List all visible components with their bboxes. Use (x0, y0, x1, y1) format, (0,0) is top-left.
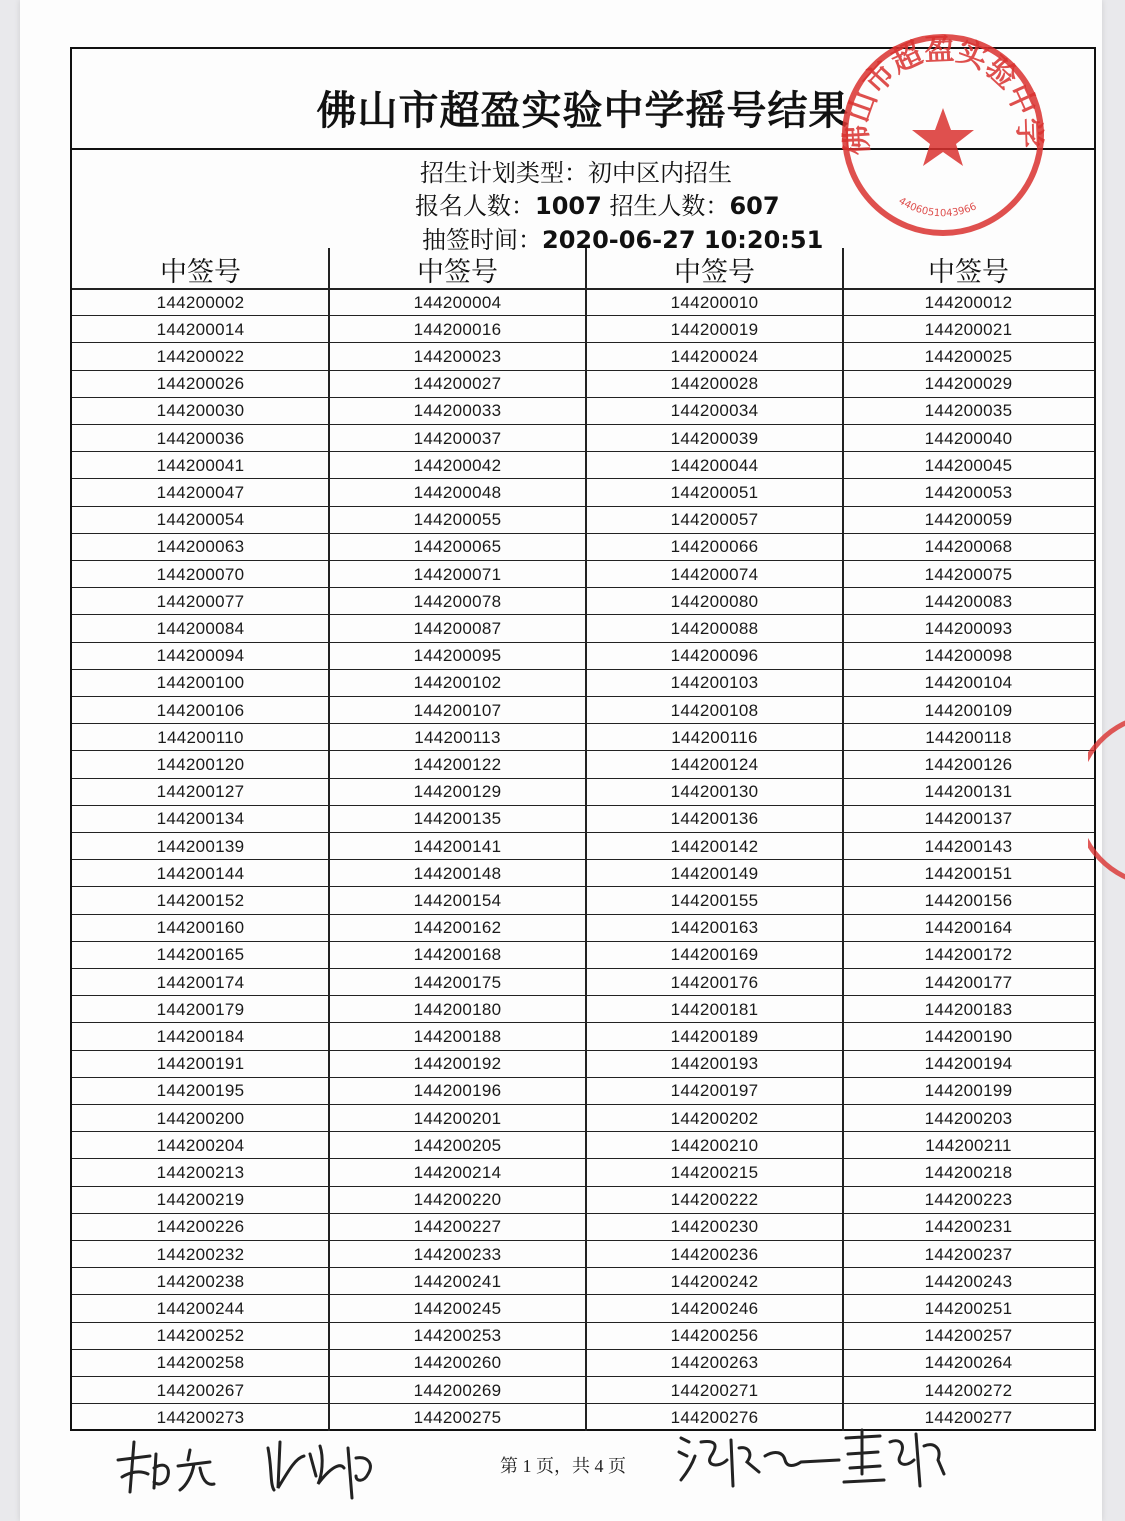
table-cell: 144200169 (670, 945, 759, 965)
table-cell: 144200214 (413, 1162, 502, 1182)
table-cell: 144200116 (671, 727, 758, 747)
table-cell: 144200184 (156, 1026, 245, 1046)
counts-line (415, 186, 780, 221)
table-cell: 144200057 (670, 510, 759, 530)
partial-seal-stamp (1088, 715, 1125, 885)
table-cell: 144200219 (156, 1190, 245, 1210)
table-cell: 144200197 (670, 1081, 759, 1101)
column-header: 中签号 (160, 257, 241, 288)
table-cell: 144200129 (413, 782, 502, 802)
table-cell: 144200055 (413, 510, 502, 530)
table-cell: 144200238 (156, 1271, 245, 1291)
table-cell: 144200183 (924, 999, 1013, 1019)
table-cell: 144200177 (924, 972, 1013, 992)
seal-code: 4406051043966 (896, 195, 979, 220)
table-cell: 144200168 (413, 945, 502, 965)
table-cell: 144200237 (924, 1244, 1013, 1264)
table-cell: 144200036 (156, 428, 245, 448)
table-cell: 144200241 (413, 1271, 502, 1291)
draw-time-label: 抽签时间： (422, 226, 542, 254)
table-cell: 144200051 (670, 482, 759, 502)
table-cell: 144200110 (157, 727, 244, 747)
table-cell: 144200195 (156, 1081, 245, 1101)
table-cell: 144200045 (924, 455, 1013, 475)
table-cell: 144200066 (670, 537, 759, 557)
table-cell: 144200126 (924, 754, 1013, 774)
table-cell: 144200065 (413, 537, 502, 557)
table-cell: 144200176 (670, 972, 759, 992)
table-cell: 144200174 (156, 972, 245, 992)
page-number: 第 1 页，共 4 页 (500, 1456, 626, 1476)
table-cell: 144200148 (413, 863, 502, 883)
table-cell: 144200142 (670, 836, 759, 856)
table-cell: 144200059 (924, 510, 1013, 530)
table-cell: 144200246 (670, 1298, 759, 1318)
table-cell: 144200215 (670, 1162, 759, 1182)
table-cell: 144200143 (924, 836, 1013, 856)
table-cell: 144200199 (924, 1081, 1013, 1101)
table-cell: 144200022 (156, 346, 245, 366)
table-cell: 144200190 (924, 1026, 1013, 1046)
handwritten-signature-3 (675, 1426, 845, 1506)
table-cell: 144200263 (670, 1353, 759, 1373)
table-cell: 144200141 (413, 836, 502, 856)
table-cell: 144200084 (156, 618, 245, 638)
table-cell: 144200144 (156, 863, 245, 883)
table-cell: 144200220 (413, 1190, 502, 1210)
table-cell: 144200025 (924, 346, 1013, 366)
table-cell: 144200273 (156, 1407, 245, 1427)
table-cell: 144200106 (156, 700, 245, 720)
table-cell: 144200245 (413, 1298, 502, 1318)
table-cell: 144200267 (156, 1380, 245, 1400)
table-cell: 144200163 (670, 918, 759, 938)
table-cell: 144200236 (670, 1244, 759, 1264)
table-cell: 144200223 (924, 1190, 1013, 1210)
table-cell: 144200074 (670, 564, 759, 584)
table-cell: 144200272 (924, 1380, 1013, 1400)
table-cell: 144200218 (924, 1162, 1013, 1182)
table-cell: 144200093 (924, 618, 1013, 638)
table-cell: 144200139 (156, 836, 245, 856)
table-cell: 144200232 (156, 1244, 245, 1264)
table-cell: 144200253 (413, 1326, 502, 1346)
table-cell: 144200205 (413, 1135, 502, 1155)
table-cell: 144200029 (924, 374, 1013, 394)
table-cell: 144200135 (413, 809, 502, 829)
table-cell: 144200257 (924, 1326, 1013, 1346)
table-cell: 144200156 (924, 890, 1013, 910)
table-cell: 144200071 (413, 564, 502, 584)
table-cell: 144200094 (156, 646, 245, 666)
table-cell: 144200155 (670, 890, 759, 910)
table-cell: 144200162 (413, 918, 502, 938)
table-cell: 144200030 (156, 401, 245, 421)
table-cell: 144200136 (670, 809, 759, 829)
table-cell: 144200028 (670, 374, 759, 394)
table-cell: 144200039 (670, 428, 759, 448)
table-cell: 144200151 (924, 863, 1013, 883)
table-cell: 144200134 (156, 809, 245, 829)
table-cell: 144200256 (670, 1326, 759, 1346)
table-cell: 144200095 (413, 646, 502, 666)
table-cell: 144200109 (924, 700, 1013, 720)
table-cell: 144200127 (156, 782, 245, 802)
table-cell: 144200179 (156, 999, 245, 1019)
table-cell: 144200077 (156, 591, 245, 611)
table-cell: 144200165 (156, 945, 245, 965)
page-title: 佛山市超盈实验中学摇号结果 (316, 88, 850, 134)
table-cell: 144200244 (156, 1298, 245, 1318)
plan-type-line (420, 153, 732, 188)
table-cell: 144200227 (413, 1217, 502, 1237)
page-footer (20, 1440, 1102, 1510)
table-cell: 144200152 (156, 890, 245, 910)
table-cell: 144200222 (670, 1190, 759, 1210)
table-cell: 144200251 (924, 1298, 1013, 1318)
table-cell: 144200130 (670, 782, 759, 802)
table-cell: 144200118 (925, 727, 1012, 747)
table-cell: 144200175 (413, 972, 502, 992)
table-cell: 144200200 (156, 1108, 245, 1128)
admit-value: 607 (729, 192, 780, 220)
table-cell: 144200164 (924, 918, 1013, 938)
table-cell: 144200054 (156, 510, 245, 530)
table-cell: 144200242 (670, 1271, 759, 1291)
table-cell: 144200193 (670, 1054, 759, 1074)
table-cell: 144200233 (413, 1244, 502, 1264)
table-cell: 144200189 (670, 1026, 759, 1046)
table-cell: 144200271 (670, 1380, 759, 1400)
table-cell: 144200122 (413, 754, 502, 774)
table-cell: 144200014 (156, 319, 245, 339)
table-cell: 144200104 (924, 673, 1013, 693)
table-cell: 144200053 (924, 482, 1013, 502)
table-cell: 144200275 (413, 1407, 502, 1427)
table-cell: 144200078 (413, 591, 502, 611)
table-cell: 144200033 (413, 401, 502, 421)
table-cell: 144200201 (413, 1108, 502, 1128)
column-header: 中签号 (674, 257, 755, 288)
table-cell: 144200149 (670, 863, 759, 883)
svg-text:4406051043966 (896, 196, 978, 220)
table-cell: 144200034 (670, 401, 759, 421)
seal-text: 佛山市超盈实验中学 (839, 32, 1047, 157)
handwritten-signature-1 (110, 1432, 250, 1502)
table-cell: 144200100 (156, 673, 245, 693)
official-seal-stamp (838, 30, 1048, 240)
table-cell: 144200160 (156, 918, 245, 938)
table-cell: 144200004 (413, 292, 502, 312)
applicants-value: 1007 (535, 192, 602, 220)
table-cell: 144200044 (670, 455, 759, 475)
table-cell: 144200016 (413, 319, 502, 339)
table-cell: 144200103 (670, 673, 759, 693)
table-cell: 144200063 (156, 537, 245, 557)
table-cell: 144200269 (413, 1380, 502, 1400)
table-cell: 144200026 (156, 374, 245, 394)
table-cell: 144200102 (413, 673, 502, 693)
table-cell: 144200277 (924, 1407, 1013, 1427)
table-cell: 144200027 (413, 374, 502, 394)
document-page (20, 0, 1102, 1521)
table-cell: 144200137 (924, 809, 1013, 829)
plan-type-value: 初中区内招生 (588, 159, 732, 187)
table-cell: 144200211 (925, 1135, 1012, 1155)
table-cell: 144200037 (413, 428, 502, 448)
table-cell: 144200203 (924, 1108, 1013, 1128)
table-cell: 144200040 (924, 428, 1013, 448)
column-header: 中签号 (928, 257, 1009, 288)
table-cell: 144200021 (924, 319, 1013, 339)
admit-label: 招生人数： (609, 192, 730, 220)
table-cell: 144200083 (924, 591, 1013, 611)
column-header: 中签号 (417, 257, 498, 288)
table-cell: 144200204 (156, 1135, 245, 1155)
table-cell: 144200010 (670, 292, 759, 312)
seal-star-icon (912, 108, 974, 166)
table-cell: 144200252 (156, 1326, 245, 1346)
table-cell: 144200088 (670, 618, 759, 638)
table-cell: 144200194 (924, 1054, 1013, 1074)
table-cell: 144200180 (413, 999, 502, 1019)
table-cell: 144200042 (413, 455, 502, 475)
table-cell: 144200191 (156, 1054, 245, 1074)
table-cell: 144200231 (924, 1217, 1013, 1237)
table-cell: 144200192 (413, 1054, 502, 1074)
table-cell: 144200213 (156, 1162, 245, 1182)
table-cell: 144200188 (413, 1026, 502, 1046)
table-cell: 144200230 (670, 1217, 759, 1237)
table-cell: 144200113 (414, 727, 501, 747)
table-cell: 144200035 (924, 401, 1013, 421)
table-cell: 144200080 (670, 591, 759, 611)
table-cell: 144200260 (413, 1353, 502, 1373)
table-cell: 144200120 (156, 754, 245, 774)
table-cell: 144200181 (670, 999, 759, 1019)
table-cell: 144200276 (670, 1407, 759, 1427)
table-cell: 144200047 (156, 482, 245, 502)
table-cell: 144200202 (670, 1108, 759, 1128)
table-cell: 144200243 (924, 1271, 1013, 1291)
applicants-label: 报名人数： (415, 192, 535, 220)
table-cell: 144200154 (413, 890, 502, 910)
table-cell: 144200124 (670, 754, 759, 774)
table-cell: 144200172 (924, 945, 1013, 965)
table-cell: 144200087 (413, 618, 502, 638)
table-cell: 144200264 (924, 1353, 1013, 1373)
table-cell: 144200002 (156, 292, 245, 312)
table-cell: 144200196 (413, 1081, 502, 1101)
table-cell: 144200024 (670, 346, 759, 366)
draw-time-value: 2020-06-27 10:20:51 (542, 226, 824, 254)
table-cell: 144200258 (156, 1353, 245, 1373)
handwritten-signature-4 (840, 1424, 950, 1504)
table-cell: 144200048 (413, 482, 502, 502)
table-cell: 144200210 (670, 1135, 759, 1155)
plan-type-label: 招生计划类型： (420, 159, 588, 187)
table-cell: 144200070 (156, 564, 245, 584)
handwritten-signature-2 (260, 1428, 400, 1508)
table-cell: 144200075 (924, 564, 1013, 584)
table-cell: 144200131 (924, 782, 1013, 802)
table-cell: 144200108 (670, 700, 759, 720)
table-cell: 144200107 (413, 700, 502, 720)
table-cell: 144200098 (924, 646, 1013, 666)
result-table-frame (70, 47, 1096, 1431)
table-cell: 144200041 (156, 455, 245, 475)
table-cell: 144200012 (924, 292, 1013, 312)
table-cell: 144200096 (670, 646, 759, 666)
table-cell: 144200068 (924, 537, 1013, 557)
table-cell: 144200226 (156, 1217, 245, 1237)
table-cell: 144200023 (413, 346, 502, 366)
table-cell: 144200019 (670, 319, 759, 339)
lottery-result-table (72, 248, 1094, 1431)
